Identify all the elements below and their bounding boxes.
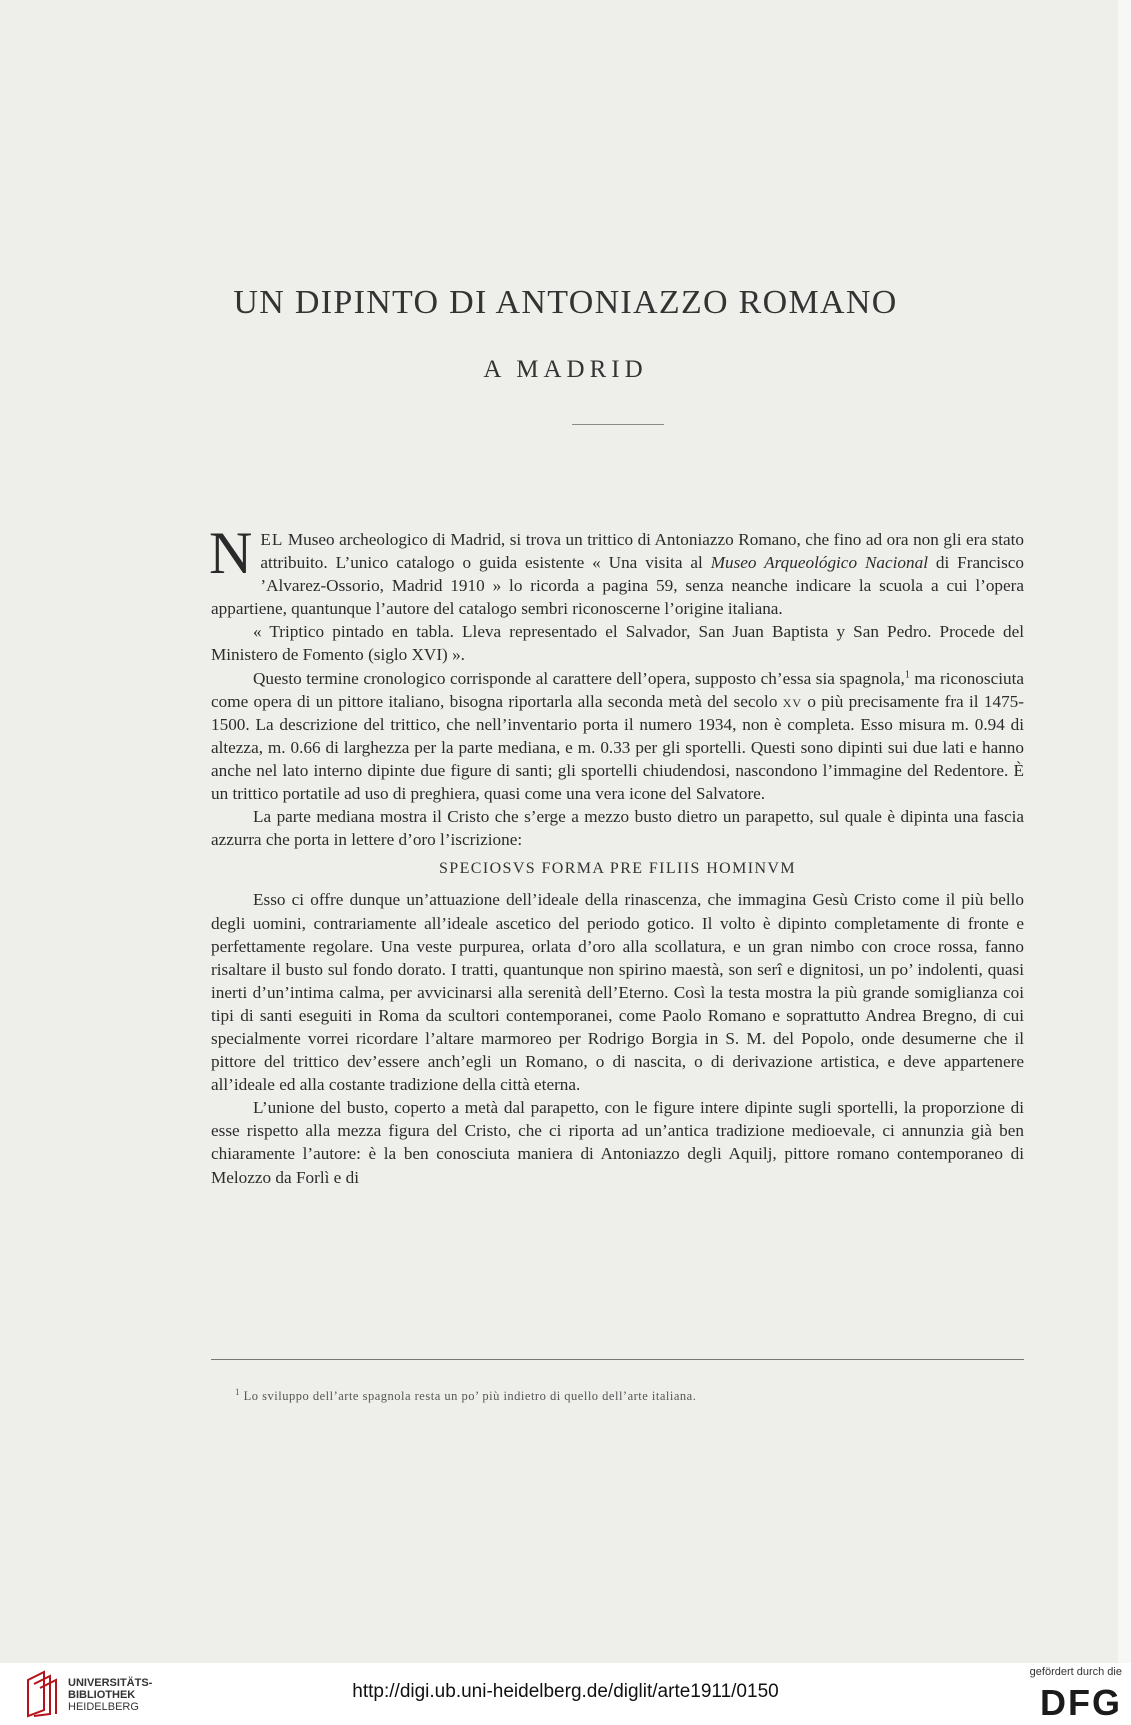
inscription: SPECIOSVS FORMA PRE FILIIS HOMINVM <box>439 860 796 878</box>
paragraph-3-text-a: Questo termine cronologico corrisponde al carattere dell’opera, supposto ch’essa sia spagnola, <box>253 668 905 688</box>
paragraph-1-text-a: Museo archeologico di Madrid, si trova un trittico di Antoniazzo Romano, che fino ad ora non gli era stato attribuito. L’unico catalogo o guida esistente « Una visita al <box>260 530 1024 573</box>
paragraph-1-text-b: di Francisco ’Alvarez-Ossorio, Madrid 1910 » lo ricorda a pagina 59, senza neanche indicare la scuola a cui l’opera appartiene, quantunque l’autore del catalogo sembri riconoscerne l’origine italiana. <box>211 553 1024 619</box>
footnote <box>235 1386 1015 1404</box>
catalogue-title: Museo Arqueológico Nacional <box>710 553 928 573</box>
footer-bar <box>0 1663 1131 1725</box>
paragraph-3-text-b: ma riconosciuta come opera di un pittore italiano, bisogna riportarla alla seconda metà del secolo <box>211 668 1024 711</box>
paragraph-3-text-c: o più precisamente fra il 1475-1500. La descrizione del trittico, che nell’inventario porta il numero 1934, non è completa. Esso misura m. 0.94 di altezza, m. 0.66 di larghezza per la parte mediana, e m. 0.33 per gli sportelli. Questi sono dipinti sui due lati e hanno anche nel lato interno dipinte due figure di santi; gli sportelli chiudendosi, nascondono l’immagine del Redentore. È un trittico portatile ad uso di preghiera, quasi come una vera icone del Salvatore. <box>211 691 1024 804</box>
paragraph-2-quote: « Triptico pintado en tabla. Lleva representado el Salvador, San Juan Baptista y San Pedro. Procede del Ministero de Fomento (siglo XVI) ». <box>211 622 1024 665</box>
library-name-line-3: HEIDELBERG <box>68 1701 139 1713</box>
century-numeral: xv <box>782 691 803 711</box>
footnote-number: 1 <box>235 1386 240 1397</box>
footnote-marker: 1 <box>904 668 910 680</box>
library-name-line-2: BIBLIOTHEK <box>68 1689 136 1701</box>
page-edge <box>1118 0 1131 1663</box>
lead-in: EL <box>260 530 284 549</box>
paragraph-3 <box>211 667 1024 806</box>
paragraph-6: L’unione del busto, coperto a metà dal parapetto, con le figure intere dipinte sugli sportelli, la proporzione di esse rispetto alla mezza figura del Cristo, che ci riporta ad un’antica tradizione medioevale, ci annunzia già ben chiaramente l’autore: è la ben conosciuta maniera di Antoniazzo degli Aquilj, pittore romano contemporaneo di Melozzo da Forlì e di <box>211 1098 1024 1187</box>
footnote-divider <box>211 1359 1024 1360</box>
article-title: UN DIPINTO DI ANTONIAZZO ROMANO <box>233 284 898 321</box>
paragraph-1 <box>209 520 1024 620</box>
funding-caption: gefördert durch die <box>1029 1666 1122 1678</box>
dfg-logo: DFG <box>1040 1682 1122 1723</box>
source-url-link[interactable]: http://digi.ub.uni-heidelberg.de/diglit/arte1911/0150 <box>352 1681 779 1702</box>
article-subtitle: A MADRID <box>483 356 648 383</box>
drop-cap: N <box>209 520 253 586</box>
paragraph-4: La parte mediana mostra il Cristo che s’erge a mezzo busto dietro un parapetto, sul quale è dipinta una fascia azzurra che porta in lettere d’oro l’iscrizione: <box>211 807 1024 850</box>
paragraph-5: Esso ci offre dunque un’attuazione dell’ideale della rinascenza, che immagina Gesù Cristo come il più bello degli uomini, contrariamente all’ideale ascetico del periodo gotico. Il volto è dipinto completamente di fronte e perfettamente regolare. Una veste purpurea, orlata d’oro alla scollatura, e un gran nimbo con croce rossa, fanno risaltare il busto sul fondo dorato. I tratti, quantunque non spirino maestà, son serî e dignitosi, un po’ indolenti, quasi inerti d’un’intima calma, per avvicinarsi alla serenità dell’Eterno. Così la testa mostra la più grande somiglianza coi tipi di santi eseguiti in Roma da scultori contemporanei, come Paolo Romano e soprattutto Andrea Bregno, di cui specialmente vorrei ricordare l’altare marmoreo per Rodrigo Borgia in S. M. del Popolo, onde desumerne che il pittore del trittico dev’essere anch’egli un Romano, o di nascita, o di derivazione artistica, e deve appartenere all’ideale ed alla costante tradizione della città eterna. <box>211 890 1024 1095</box>
footnote-text: Lo sviluppo dell’arte spagnola resta un po’ più indietro di quello dell’arte italiana. <box>240 1389 697 1403</box>
title-divider <box>572 424 664 425</box>
article-body <box>209 520 1024 1189</box>
library-name-line-1: UNIVERSITÄTS- <box>68 1677 153 1689</box>
